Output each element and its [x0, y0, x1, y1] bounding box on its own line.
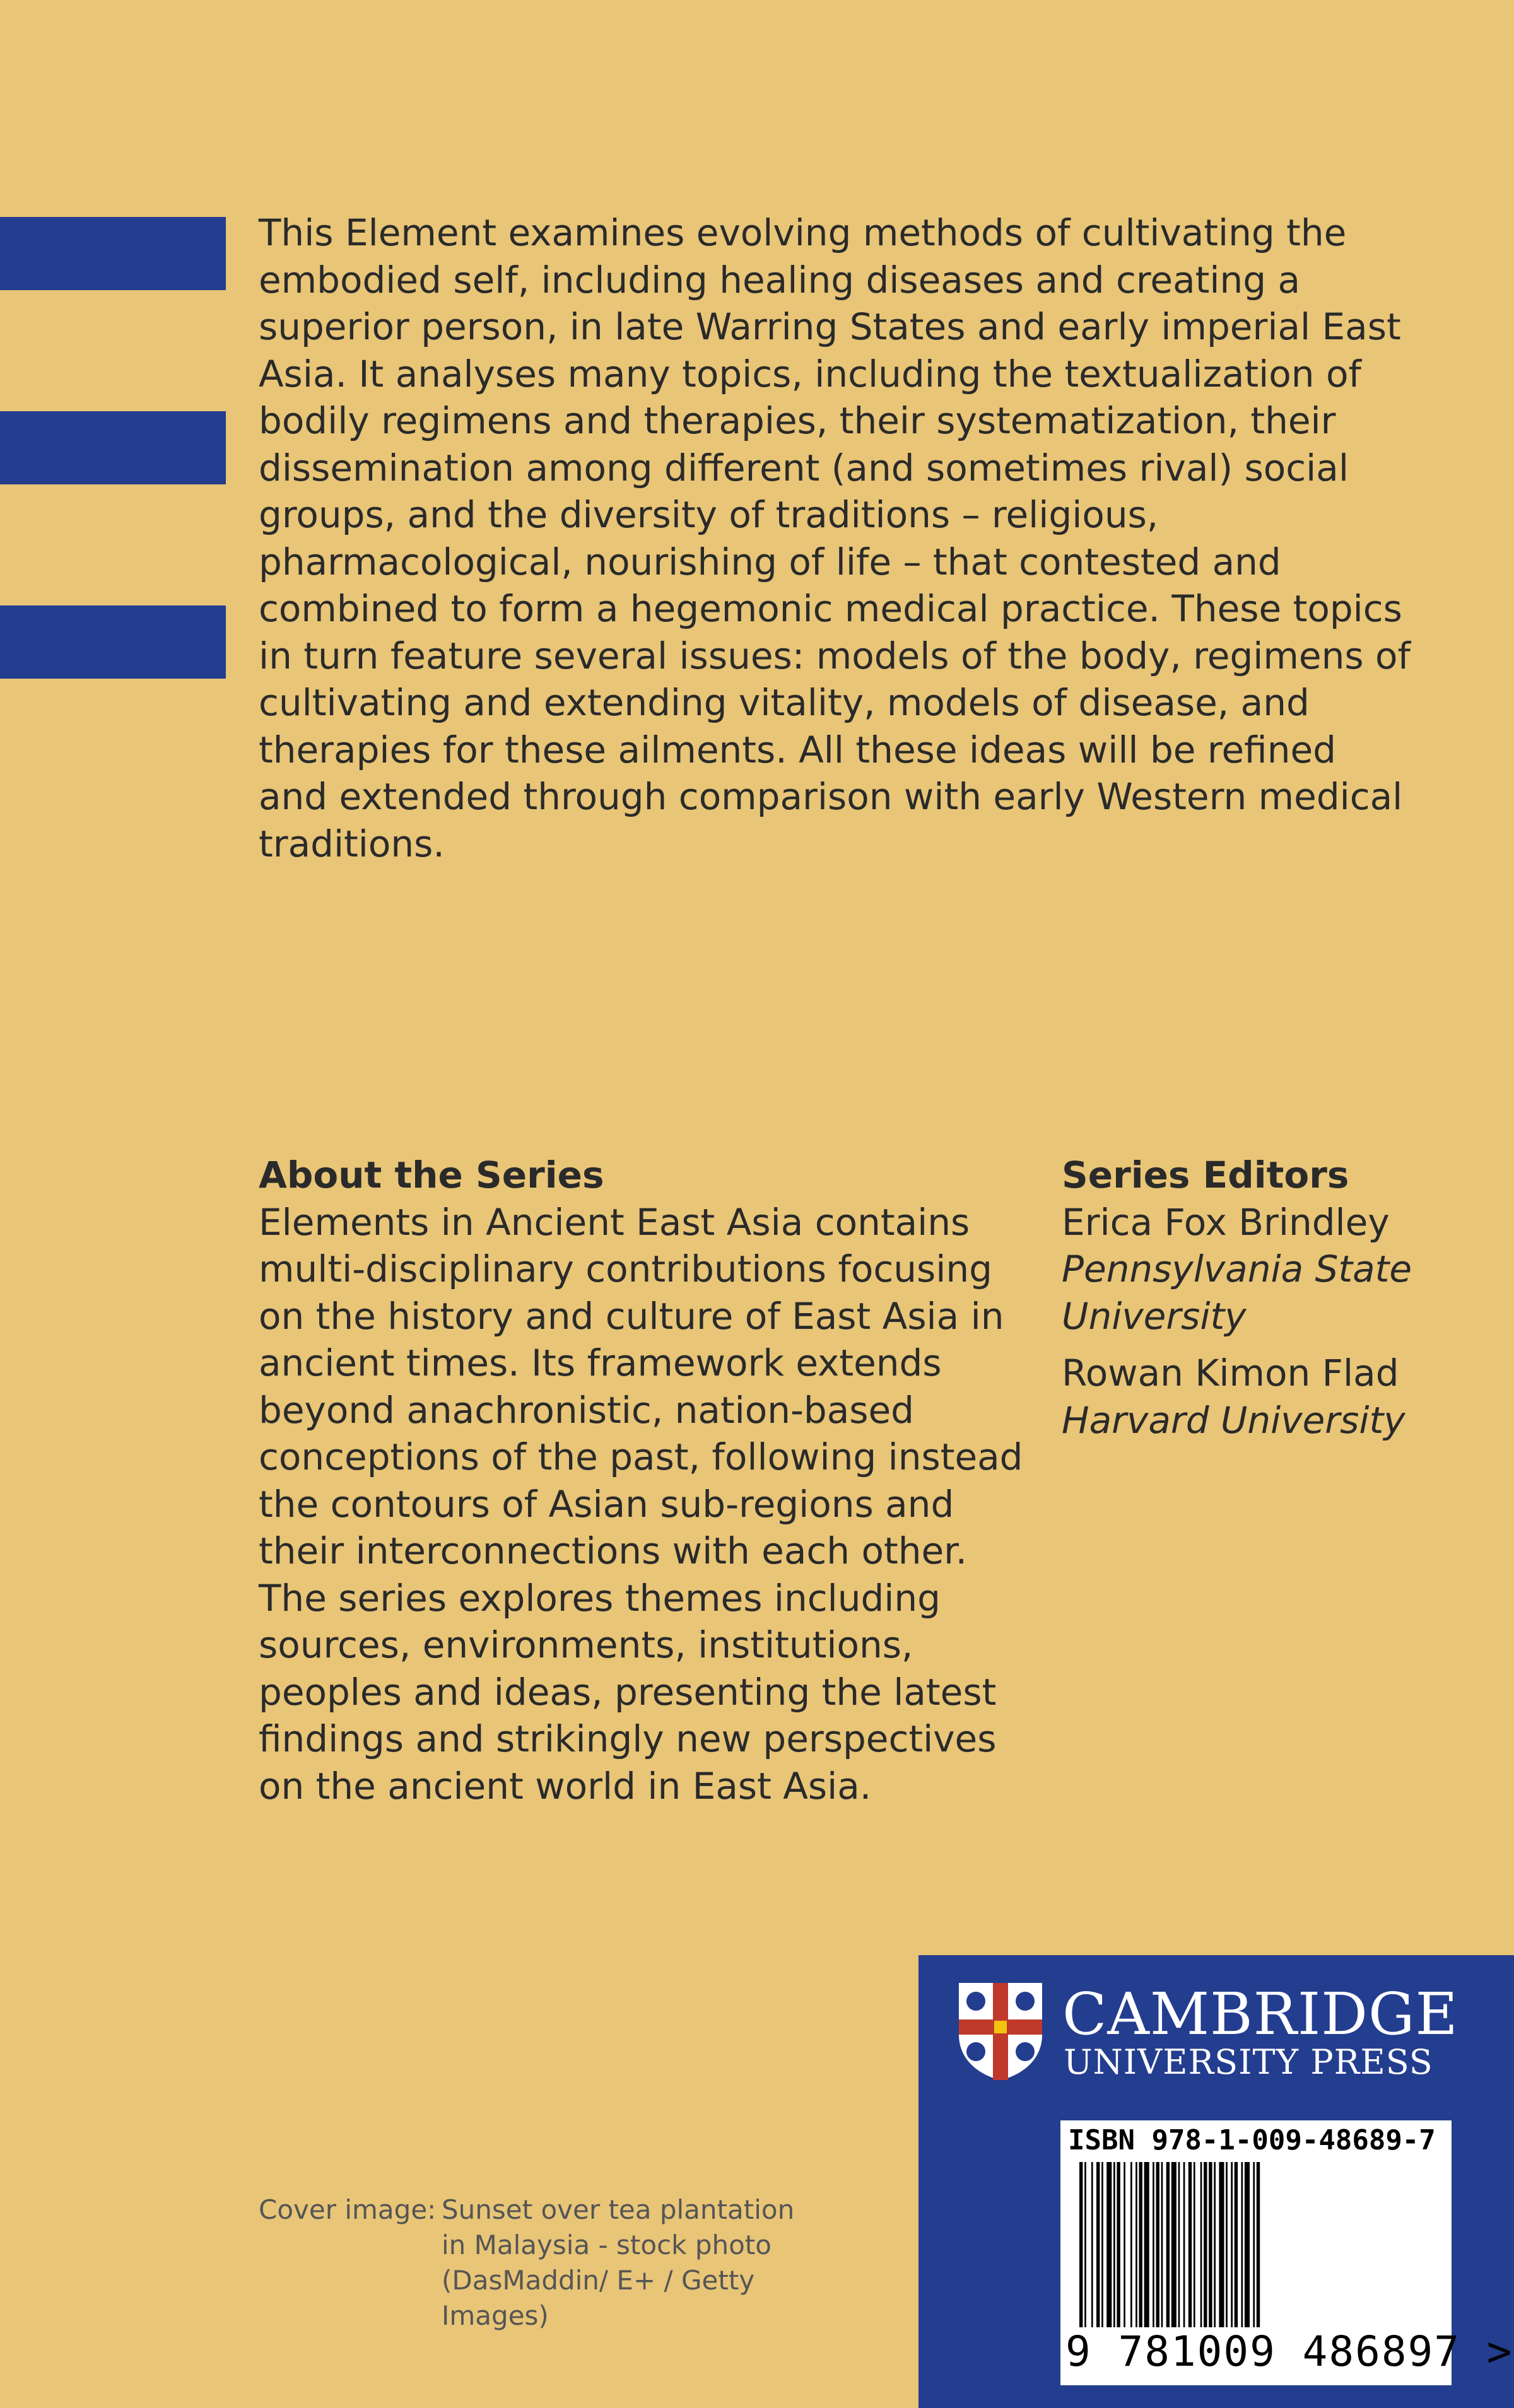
about-series-section: [259, 1152, 1035, 1809]
editor-affiliation: Harvard University: [1062, 1398, 1405, 1442]
about-series-heading: About the Series: [259, 1154, 604, 1196]
series-editors-heading: Series Editors: [1062, 1154, 1349, 1196]
decorative-stripe-2: [0, 411, 226, 484]
book-description: This Element examines evolving methods of cultivating the embodied self, including healing diseases and creating a superior person, in late Warring States and early imperial East Asia. It analyses many topics, including the textualization of bodily regimens and therapies, their systematization, their dissemination among different (and sometimes rival) social groups, and the diversity of traditions – religious, pharmacological, nourishing of life – that contested and combined to form a hegemonic medical practice. These topics in turn feature several issues: models of the body, regimens of cultivating and extending vitality, models of disease, and therapies for these ailments. All these ideas will be refined and extended through comparison with early Western medical traditions.: [259, 211, 1411, 865]
editor-name: Erica Fox Brindley: [1062, 1200, 1390, 1244]
editor-entry: [1062, 1199, 1478, 1340]
series-editors-section: [1062, 1152, 1478, 1454]
publisher-panel: [918, 1955, 1514, 2408]
editor-name: Rowan Kimon Flad: [1062, 1352, 1399, 1394]
cover-image-credit: [259, 2192, 795, 2334]
isbn-label: ISBN 978-1-009-48689-7: [1068, 2124, 1436, 2156]
editor-affiliation: Pennsylvania State University: [1062, 1248, 1412, 1338]
publisher-subname: UNIVERSITY PRESS: [1064, 2042, 1433, 2082]
editor-entry: [1062, 1350, 1478, 1444]
isbn-barcode: [1060, 2120, 1513, 2385]
publisher-name: CAMBRIDGE: [1062, 1980, 1458, 2048]
barcode-bars: [1079, 2162, 1433, 2327]
cambridge-crest-icon: [956, 1980, 1045, 2081]
credit-label: Cover image:: [259, 2194, 437, 2225]
decorative-stripe-1: [0, 217, 226, 290]
decorative-stripe-3: [0, 605, 226, 679]
isbn-digits: 9 781009 486897 >: [1065, 2327, 1513, 2376]
about-series-text: Elements in Ancient East Asia contains multi-disciplinary contributions focusing on the history and culture of East Asia in ancient times. Its framework extends beyond anachronistic, nation-based conceptions of the past, following instead the contours of Asian sub-regions and their interconnections with each other. The series explores themes including sources, environments, institutions, peoples and ideas, presenting the latest findings and strikingly new perspectives on the ancient world in East Asia.: [259, 1200, 1023, 1808]
credit-text: Sunset over tea plantation in Malaysia - stock photo (DasMaddin/ E+ / Getty Images): [442, 2194, 795, 2331]
